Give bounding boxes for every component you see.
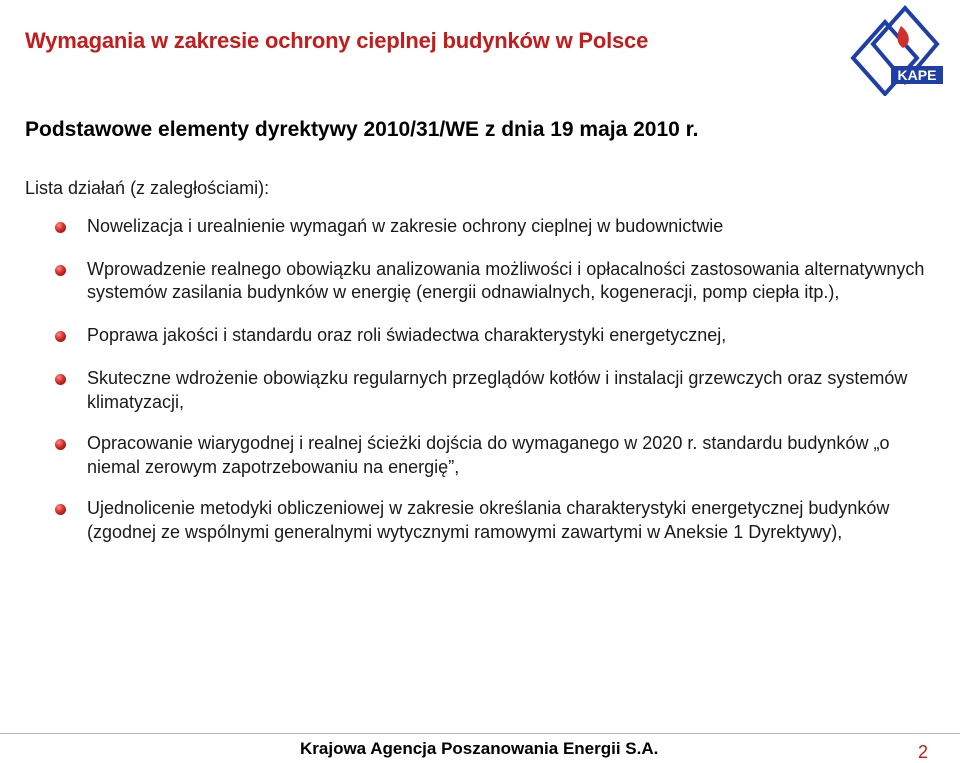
bullet-text: Ujednolicenie metodyki obliczeniowej w zakresie określania charakterystyki energetycznej budynków (zgodnej ze wspólnymi generalnymi wytycznymi ramowymi zawartymi w Aneksie 1 Dyrektywy), [87, 498, 890, 542]
slide-title: Wymagania w zakresie ochrony cieplnej budynków w Polsce [25, 28, 649, 53]
bullet-item [55, 497, 935, 544]
page-number: 2 [918, 742, 929, 762]
bullet-dot-icon [55, 331, 66, 342]
logo-text: KAPE [897, 67, 937, 83]
bullet-list [55, 215, 935, 544]
footer-organization: Krajowa Agencja Poszanowania Energii S.A. [300, 739, 659, 758]
bullet-text: Nowelizacja i urealnienie wymagań w zakresie ochrony cieplnej w budownictwie [87, 216, 724, 236]
bullet-dot-icon [55, 504, 66, 515]
bullet-item [55, 432, 935, 479]
bullet-dot-icon [55, 265, 66, 276]
intro-text: Lista działań (z zaległościami): [25, 178, 270, 198]
bullet-item [55, 258, 935, 305]
bullet-dot-icon [55, 374, 66, 385]
bullet-item [55, 215, 935, 239]
footer-divider [0, 733, 960, 734]
bullet-text: Skuteczne wdrożenie obowiązku regularnych przeglądów kotłów i instalacji grzewczych oraz systemów klimatyzacji, [87, 368, 908, 412]
slide-subtitle: Podstawowe elementy dyrektywy 2010/31/WE z dnia 19 maja 2010 r. [25, 118, 699, 141]
kape-logo [845, 4, 945, 96]
bullet-dot-icon [55, 222, 66, 233]
bullet-item [55, 324, 935, 348]
bullet-text: Wprowadzenie realnego obowiązku analizowania możliwości i opłacalności zastosowania alternatywnych systemów zasilania budynków w energię (energii odnawialnych, kogeneracji, pomp ciepła itp.), [87, 258, 925, 302]
bullet-item [55, 367, 935, 414]
bullet-text: Poprawa jakości i standardu oraz roli świadectwa charakterystyki energetycznej, [87, 324, 727, 345]
bullet-dot-icon [55, 439, 66, 450]
bullet-text: Opracowanie wiarygodnej i realnej ścieżki dojścia do wymaganego w 2020 r. standardu budynków „o niemal zerowym zapotrzebowaniu na energię”, [87, 433, 890, 477]
